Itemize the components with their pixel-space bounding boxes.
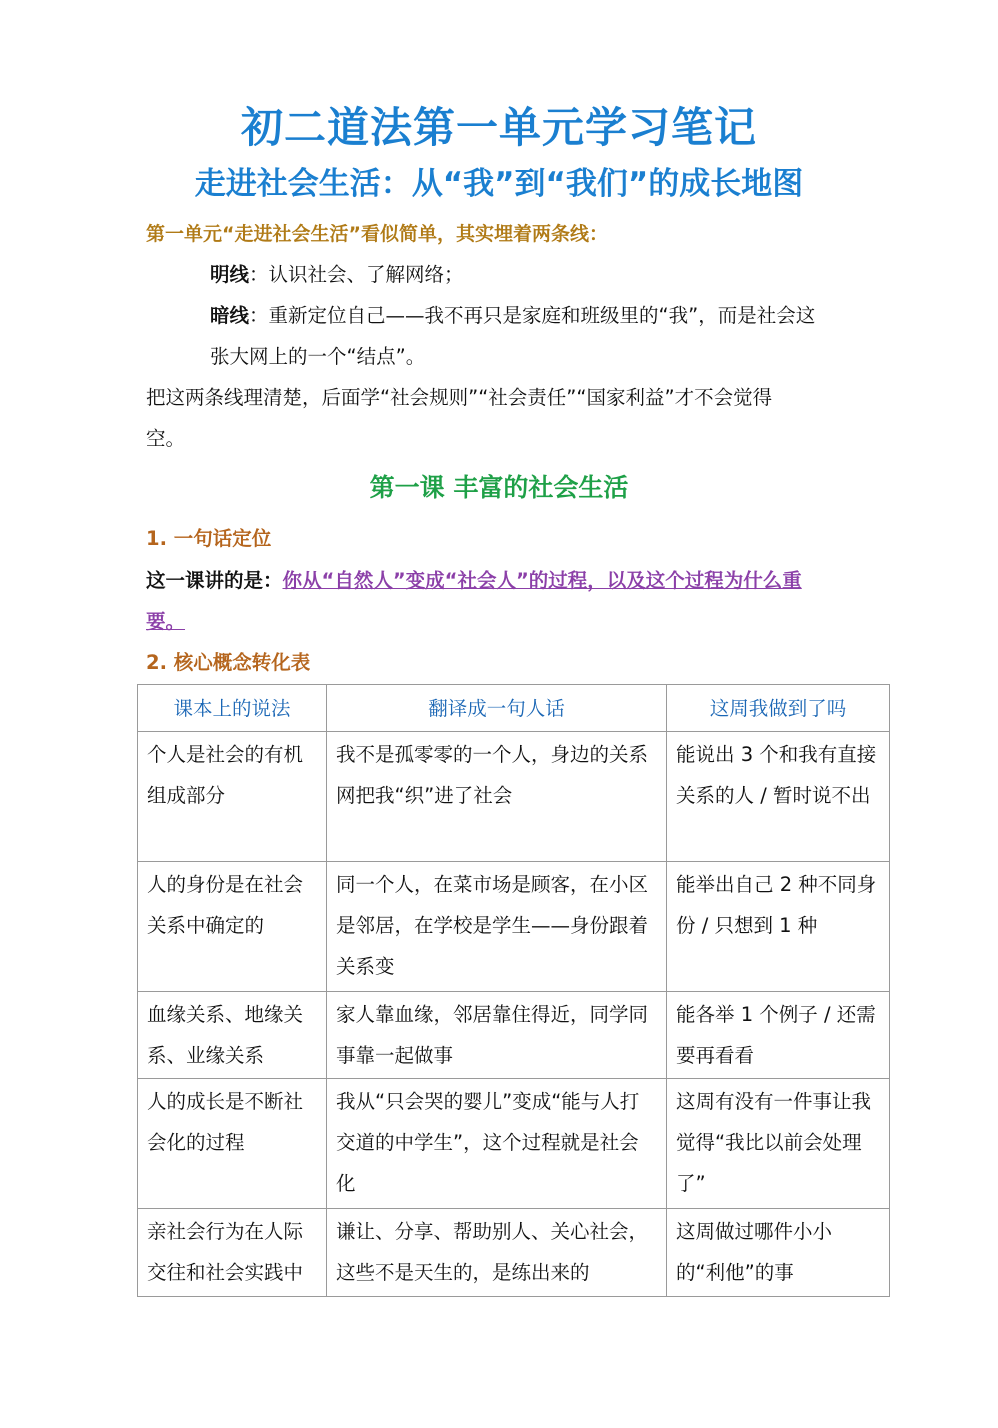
table-cell: 人的身份是在社会关系中确定的 (138, 862, 327, 992)
table-header-row (138, 685, 890, 732)
section1-lead: 这一课讲的是： (146, 569, 283, 592)
table-row (138, 1079, 890, 1209)
table-cell: 个人是社会的有机组成部分 (138, 732, 327, 862)
concept-table (137, 684, 890, 1297)
table-cell: 谦让、分享、帮助别人、关心社会，这些不是天生的，是练出来的 (327, 1209, 667, 1297)
document-subtitle: 走进社会生活：从“我”到“我们”的成长地图 (194, 166, 804, 202)
table-header-cell: 这周我做到了吗 (667, 685, 890, 732)
table-row (138, 992, 890, 1079)
table-cell: 能举出自己 2 种不同身份 / 只想到 1 种 (667, 862, 890, 992)
an-line (210, 295, 815, 336)
an-label: 暗线 (210, 304, 250, 327)
section-heading-1: 1. 一句话定位 (146, 527, 272, 550)
intro-text: 第一单元“走进社会生活”看似简单，其实埋着两条线： (146, 223, 608, 245)
table-cell: 血缘关系、地缘关系、业缘关系 (138, 992, 327, 1079)
table-cell: 同一个人，在菜市场是顾客，在小区是邻居，在学校是学生——身份跟着关系变 (327, 862, 667, 992)
document-title: 初二道法第一单元学习笔记 (240, 103, 757, 152)
section-heading-2: 2. 核心概念转化表 (146, 651, 311, 674)
table-cell: 这周做过哪件小小的“利他”的事 (667, 1209, 890, 1297)
table-cell: 我从“只会哭的婴儿”变成“能与人打交道的中学生”，这个过程就是社会化 (327, 1079, 667, 1209)
an-text: ：重新定位自己——我不再只是家庭和班级里的“我”，而是社会这 (249, 304, 816, 327)
table-cell: 这周有没有一件事让我觉得“我比以前会处理了” (667, 1079, 890, 1209)
section1-statement-continued (146, 601, 185, 642)
section1-highlight: 你从“自然人”变成“社会人”的过程，以及这个过程为什么重 (282, 569, 802, 592)
an-line-continued: 张大网上的一个“结点”。 (210, 345, 426, 368)
table-cell: 亲社会行为在人际交往和社会实践中 (138, 1209, 327, 1297)
table-row (138, 732, 890, 862)
section1-statement (146, 560, 802, 601)
ming-line (210, 254, 464, 295)
summary-line-2: 空。 (146, 427, 186, 450)
ming-label: 明线 (210, 263, 250, 286)
lesson-title: 第一课 丰富的社会生活 (369, 473, 629, 502)
table-cell: 人的成长是不断社会化的过程 (138, 1079, 327, 1209)
table-row (138, 862, 890, 992)
table-cell: 能各举 1 个例子 / 还需要再看看 (667, 992, 890, 1079)
table-row (138, 1209, 890, 1297)
summary-line-1: 把这两条线理清楚，后面学“社会规则”“社会责任”“国家利益”才不会觉得 (146, 386, 773, 409)
table-cell: 能说出 3 个和我有直接关系的人 / 暂时说不出 (667, 732, 890, 862)
table-cell: 家人靠血缘，邻居靠住得近，同学同事靠一起做事 (327, 992, 667, 1079)
table-header-cell: 翻译成一句人话 (327, 685, 667, 732)
ming-text: ：认识社会、了解网络； (249, 263, 464, 286)
section1-highlight-continued: 要。 (146, 610, 186, 633)
table-cell: 我不是孤零零的一个人，身边的关系网把我“织”进了社会 (327, 732, 667, 862)
table-header-cell: 课本上的说法 (138, 685, 327, 732)
